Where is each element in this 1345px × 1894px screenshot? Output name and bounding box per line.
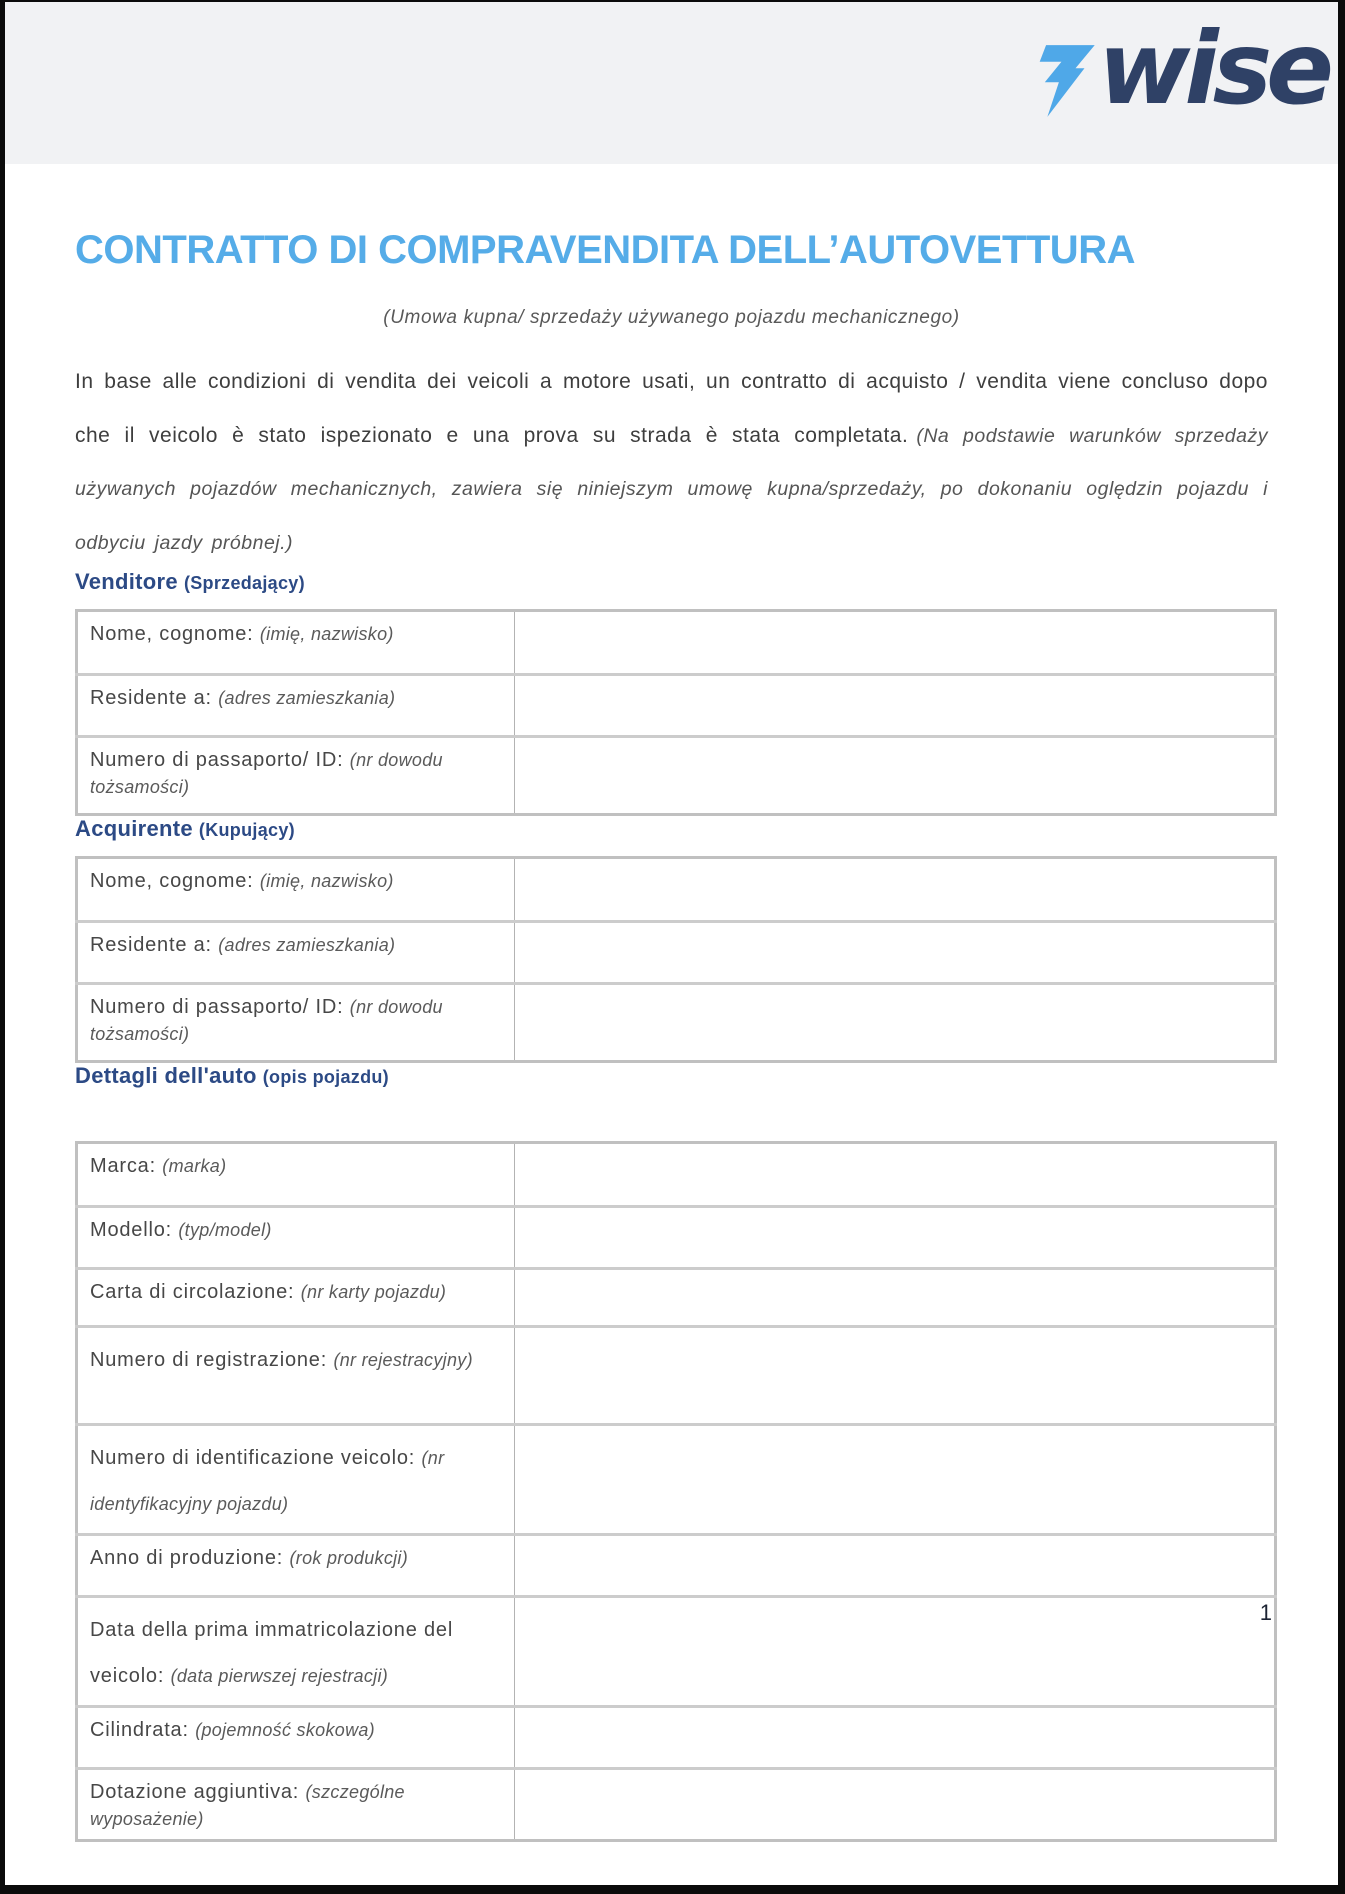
table-row — [77, 922, 1276, 984]
field-label: Nome, cognome: — [90, 870, 254, 893]
car-details-table — [75, 1141, 1277, 1842]
table-row — [77, 675, 1276, 737]
field-label: Dotazione aggiuntiva: — [90, 1781, 300, 1804]
field-note: (pojemność skokowa) — [195, 1720, 375, 1741]
table-row — [77, 1707, 1276, 1769]
document-subtitle: (Umowa kupna/ sprzedaży używanego pojazdu mechanicznego) — [383, 307, 960, 328]
table-row — [77, 1327, 1276, 1425]
seller-name-value-cell[interactable] — [515, 611, 1276, 675]
seller-heading-note: (Sprzedający) — [183, 573, 305, 594]
wise-flag-icon — [1032, 35, 1096, 127]
field-label: Modello: — [90, 1219, 172, 1242]
field-note: (nr dowodu tożsamości) — [90, 997, 443, 1045]
intro-paragraph — [75, 355, 1268, 569]
label-cell — [77, 675, 515, 737]
intro-polish-text: (Na podstawie warunków sprzedaży używanych pojazdów mechanicznych, zawiera się niniejszym umowę kupna/sprzedaży, po dokonaniu oględzin pojazdu i odbyciu jazdy próbnej.) — [75, 424, 1268, 554]
buyer-id-value-cell[interactable] — [515, 984, 1276, 1062]
buyer-table — [75, 856, 1277, 1063]
field-note: (imię, nazwisko) — [259, 871, 394, 892]
table-row — [77, 1269, 1276, 1327]
field-note: (szczególne wyposażenie) — [90, 1782, 405, 1830]
document-page — [5, 2, 1338, 1885]
car-make-value-cell[interactable] — [515, 1143, 1276, 1207]
field-label: Numero di identificazione veicolo: — [90, 1447, 416, 1470]
field-note: (typ/model) — [178, 1220, 272, 1241]
car-first-registration-value-cell[interactable] — [515, 1597, 1276, 1707]
label-cell — [77, 1769, 515, 1841]
field-label: Anno di produzione: — [90, 1547, 284, 1570]
intro-italian-text: In base alle condizioni di vendita dei veicoli a motore usati, un contratto di acquisto / vendita viene concluso dopo che il veicolo è stato ispezionato e una prova su strada è stata completata. — [75, 370, 1268, 447]
document-title: CONTRATTO DI COMPRAVENDITA DELL’AUTOVETTURA — [75, 228, 1135, 272]
seller-heading-text: Venditore — [75, 569, 178, 595]
buyer-heading-text: Acquirente — [75, 816, 193, 842]
field-label: Carta di circolazione: — [90, 1281, 295, 1304]
field-label: Numero di passaporto/ ID: — [90, 749, 344, 772]
label-cell — [77, 1597, 515, 1707]
label-cell — [77, 1207, 515, 1269]
label-cell — [77, 922, 515, 984]
seller-table — [75, 609, 1277, 816]
label-cell — [77, 1535, 515, 1597]
car-extra-equipment-value-cell[interactable] — [515, 1769, 1276, 1841]
buyer-heading — [75, 816, 1268, 842]
document-body — [5, 228, 1338, 1842]
field-label: Numero di passaporto/ ID: — [90, 996, 344, 1019]
buyer-address-value-cell[interactable] — [515, 922, 1276, 984]
car-model-value-cell[interactable] — [515, 1207, 1276, 1269]
field-note: (imię, nazwisko) — [259, 624, 394, 645]
label-cell — [77, 611, 515, 675]
label-cell — [77, 1707, 515, 1769]
page-number: 1 — [1259, 1600, 1272, 1625]
car-details-heading-text: Dettagli dell'auto — [75, 1063, 257, 1089]
field-note: (adres zamieszkania) — [218, 935, 396, 956]
field-note: (adres zamieszkania) — [218, 688, 396, 709]
car-engine-capacity-value-cell[interactable] — [515, 1707, 1276, 1769]
label-cell — [77, 858, 515, 922]
table-row — [77, 611, 1276, 675]
table-row — [77, 1143, 1276, 1207]
table-row — [77, 1535, 1276, 1597]
label-cell — [77, 1143, 515, 1207]
wise-wordmark: wise — [1097, 10, 1328, 127]
seller-id-value-cell[interactable] — [515, 737, 1276, 815]
field-note: (nr karty pojazdu) — [300, 1282, 447, 1303]
wise-logo — [1032, 10, 1328, 133]
car-production-year-value-cell[interactable] — [515, 1535, 1276, 1597]
seller-heading — [75, 569, 1268, 595]
field-label: Residente a: — [90, 687, 212, 710]
field-note: (nr dowodu tożsamości) — [90, 750, 443, 798]
table-row — [77, 1597, 1276, 1707]
field-label: Data della prima immatricolazione del veicolo: — [90, 1619, 454, 1688]
field-note: (nr identyfikacyjny pojazdu) — [90, 1448, 445, 1515]
table-row — [77, 858, 1276, 922]
table-row — [77, 1769, 1276, 1841]
field-note: (marka) — [162, 1156, 227, 1177]
label-cell — [77, 737, 515, 815]
table-row — [77, 1207, 1276, 1269]
table-row — [77, 1425, 1276, 1535]
field-note: (data pierwszej rejestracji) — [170, 1666, 389, 1687]
label-cell — [77, 1327, 515, 1425]
field-label: Cilindrata: — [90, 1719, 189, 1742]
field-note: (nr rejestracyjny) — [333, 1350, 473, 1371]
header-band — [5, 2, 1338, 164]
car-details-heading — [75, 1063, 1268, 1089]
label-cell — [77, 1425, 515, 1535]
table-row — [77, 737, 1276, 815]
field-label: Marca: — [90, 1155, 156, 1178]
buyer-heading-note: (Kupujący) — [198, 820, 295, 841]
field-label: Nome, cognome: — [90, 623, 254, 646]
field-note: (rok produkcji) — [289, 1548, 409, 1569]
car-details-heading-note: (opis pojazdu) — [262, 1067, 389, 1088]
field-label: Residente a: — [90, 934, 212, 957]
label-cell — [77, 984, 515, 1062]
field-label: Numero di registrazione: — [90, 1349, 328, 1372]
car-vin-value-cell[interactable] — [515, 1425, 1276, 1535]
car-registration-number-value-cell[interactable] — [515, 1327, 1276, 1425]
table-row — [77, 984, 1276, 1062]
buyer-name-value-cell[interactable] — [515, 858, 1276, 922]
car-registration-card-value-cell[interactable] — [515, 1269, 1276, 1327]
label-cell — [77, 1269, 515, 1327]
seller-address-value-cell[interactable] — [515, 675, 1276, 737]
